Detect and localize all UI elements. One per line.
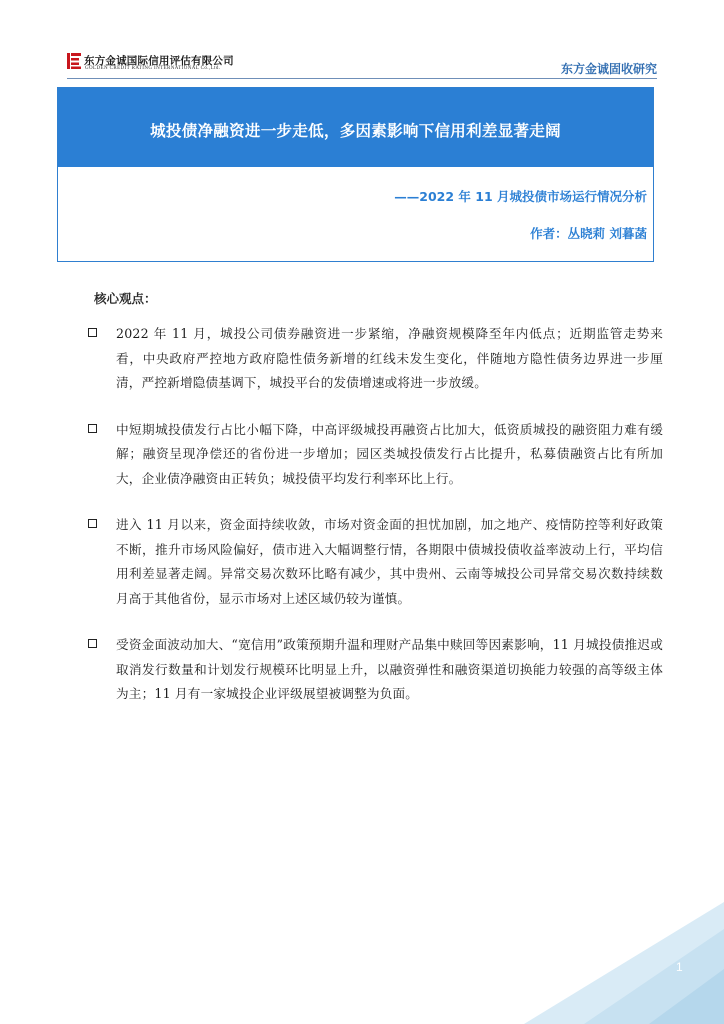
checkbox-bullet-icon [88, 639, 97, 648]
point-text: 中短期城投债发行占比小幅下降，中高评级城投再融资占比加大，低资质城投的融资阻力难有缓解；融资呈现净偿还的省份进一步增加；园区类城投债发行占比提升，私募债融资占比有所加大，企业债净融资由正转负；城投债平均发行利率环比上行。 [116, 421, 663, 486]
company-name-en: GOLDEN CREDIT RATING INTERNATIONAL Co.,Ltd. [85, 66, 221, 71]
research-label: 东方金诚固收研究 [560, 62, 657, 76]
title-band [58, 88, 653, 167]
checkbox-bullet-icon [88, 424, 97, 433]
report-authors: 作者：丛晓莉 刘暮菡 [530, 226, 647, 241]
core-views-heading: 核心观点： [94, 291, 157, 306]
report-subtitle: ——2022 年 11 月城投债市场运行情况分析 [394, 189, 647, 204]
point-text: 2022 年 11 月，城投公司债券融资进一步紧缩，净融资规模降至年内低点；近期监管走势来看，中央政府严控地方政府隐性债务新增的红线未发生变化，伴随地方隐性债务边界进一步厘清，严控新增隐债基调下，城投平台的发债增速或将进一步放缓。 [116, 326, 663, 390]
core-points-list [88, 322, 663, 729]
point-text: 受资金面波动加大、“宽信用”政策预期升温和理财产品集中赎回等因素影响，11 月城投债推迟或取消发行数量和计划发行规模环比明显上升，以融资弹性和融资渠道切换能力较强的高等级主体为主；11 月有一家城投企业评级展望被调整为负面。 [116, 637, 663, 701]
company-logo-icon [67, 53, 81, 69]
page-header [0, 0, 724, 80]
report-title: 城投债净融资进一步走低，多因素影响下信用利差显著走阔 [150, 121, 561, 140]
list-item [88, 418, 663, 492]
title-box [57, 87, 654, 262]
list-item [88, 513, 663, 611]
point-text: 进入 11 月以来，资金面持续收敛，市场对资金面的担忧加剧，加之地产、疫情防控等利好政策不断，推升市场风险偏好，债市进入大幅调整行情，各期限中债城投债收益率波动上行，平均信用利差显著走阔。异常交易次数环比略有减少，其中贵州、云南等城投公司异常交易次数持续数月高于其他省份，显示市场对上述区域仍较为谨慎。 [116, 517, 663, 606]
list-item [88, 633, 663, 707]
company-name-cn: 东方金诚国际信用评估有限公司 [84, 55, 234, 67]
corner-decoration [434, 874, 724, 1024]
checkbox-bullet-icon [88, 519, 97, 528]
page-number: 1 [676, 960, 683, 974]
header-divider [67, 78, 657, 79]
checkbox-bullet-icon [88, 328, 97, 337]
list-item [88, 322, 663, 396]
